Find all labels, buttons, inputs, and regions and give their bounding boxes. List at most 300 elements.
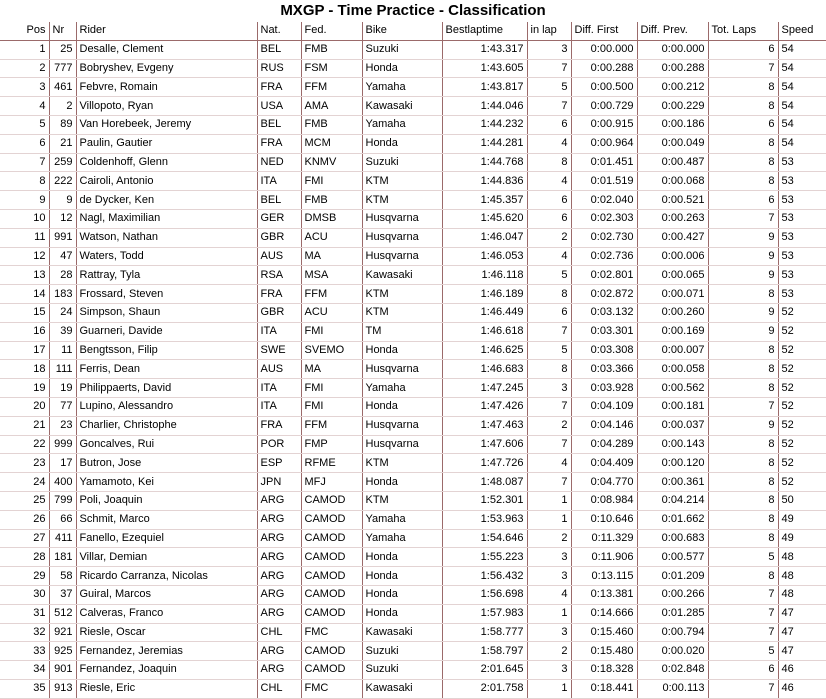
- cell-nat: RUS: [257, 59, 301, 78]
- cell-rider: Calveras, Franco: [76, 604, 257, 623]
- cell-speed: 48: [778, 585, 826, 604]
- cell-speed: 49: [778, 529, 826, 548]
- cell-speed: 48: [778, 567, 826, 586]
- cell-diff-first: 0:13.381: [571, 585, 637, 604]
- cell-bestlaptime: 1:53.963: [442, 510, 527, 529]
- cell-in-lap: 3: [527, 379, 571, 398]
- cell-pos: 30: [0, 585, 49, 604]
- cell-fed: CAMOD: [301, 661, 362, 680]
- table-row: [0, 360, 826, 379]
- cell-rider: Fernandez, Jeremias: [76, 642, 257, 661]
- cell-rider: Riesle, Oscar: [76, 623, 257, 642]
- cell-diff-first: 0:00.964: [571, 134, 637, 153]
- cell-in-lap: 2: [527, 228, 571, 247]
- cell-bike: Yamaha: [362, 115, 442, 134]
- cell-diff-first: 0:14.666: [571, 604, 637, 623]
- cell-speed: 54: [778, 40, 826, 59]
- cell-nr: 991: [49, 228, 76, 247]
- cell-tot-laps: 8: [708, 172, 778, 191]
- cell-tot-laps: 7: [708, 397, 778, 416]
- cell-pos: 31: [0, 604, 49, 623]
- cell-nat: AUS: [257, 360, 301, 379]
- cell-diff-prev: 0:00.361: [637, 473, 708, 492]
- cell-nr: 512: [49, 604, 76, 623]
- cell-diff-prev: 0:00.186: [637, 115, 708, 134]
- cell-diff-prev: 0:00.212: [637, 78, 708, 97]
- cell-nat: ARG: [257, 491, 301, 510]
- cell-in-lap: 4: [527, 454, 571, 473]
- cell-bike: Husqvarna: [362, 209, 442, 228]
- cell-diff-first: 0:00.288: [571, 59, 637, 78]
- cell-nr: 259: [49, 153, 76, 172]
- cell-diff-prev: 0:00.683: [637, 529, 708, 548]
- cell-fed: DMSB: [301, 209, 362, 228]
- column-header-in-lap: in lap: [527, 22, 571, 40]
- cell-bike: Kawasaki: [362, 623, 442, 642]
- cell-diff-prev: 0:01.209: [637, 567, 708, 586]
- cell-speed: 47: [778, 623, 826, 642]
- cell-bike: KTM: [362, 172, 442, 191]
- cell-bike: Yamaha: [362, 510, 442, 529]
- cell-in-lap: 8: [527, 153, 571, 172]
- cell-fed: AMA: [301, 97, 362, 116]
- cell-diff-first: 0:02.801: [571, 266, 637, 285]
- cell-diff-first: 0:00.915: [571, 115, 637, 134]
- cell-rider: Watson, Nathan: [76, 228, 257, 247]
- cell-fed: FMP: [301, 435, 362, 454]
- cell-diff-first: 0:00.500: [571, 78, 637, 97]
- cell-bike: Honda: [362, 341, 442, 360]
- cell-fed: CAMOD: [301, 567, 362, 586]
- table-row: [0, 209, 826, 228]
- cell-bike: Honda: [362, 585, 442, 604]
- cell-bestlaptime: 1:45.620: [442, 209, 527, 228]
- cell-tot-laps: 8: [708, 341, 778, 360]
- cell-bestlaptime: 1:44.046: [442, 97, 527, 116]
- cell-nat: BEL: [257, 115, 301, 134]
- cell-bike: Suzuki: [362, 661, 442, 680]
- cell-speed: 54: [778, 78, 826, 97]
- cell-diff-prev: 0:01.662: [637, 510, 708, 529]
- cell-in-lap: 2: [527, 642, 571, 661]
- cell-nat: ARG: [257, 661, 301, 680]
- cell-in-lap: 1: [527, 491, 571, 510]
- cell-rider: Ferris, Dean: [76, 360, 257, 379]
- cell-speed: 52: [778, 397, 826, 416]
- cell-speed: 49: [778, 510, 826, 529]
- cell-in-lap: 4: [527, 172, 571, 191]
- cell-rider: Fanello, Ezequiel: [76, 529, 257, 548]
- cell-rider: Schmit, Marco: [76, 510, 257, 529]
- cell-speed: 52: [778, 322, 826, 341]
- cell-pos: 22: [0, 435, 49, 454]
- cell-bike: KTM: [362, 285, 442, 304]
- cell-pos: 29: [0, 567, 49, 586]
- cell-pos: 16: [0, 322, 49, 341]
- cell-bike: Husqvarna: [362, 416, 442, 435]
- table-row: [0, 397, 826, 416]
- cell-bike: TM: [362, 322, 442, 341]
- cell-rider: Yamamoto, Kei: [76, 473, 257, 492]
- cell-bike: Suzuki: [362, 642, 442, 661]
- cell-diff-prev: 0:00.037: [637, 416, 708, 435]
- cell-fed: CAMOD: [301, 548, 362, 567]
- cell-rider: Fernandez, Joaquin: [76, 661, 257, 680]
- cell-rider: Philippaerts, David: [76, 379, 257, 398]
- cell-pos: 24: [0, 473, 49, 492]
- cell-pos: 33: [0, 642, 49, 661]
- cell-speed: 53: [778, 209, 826, 228]
- cell-in-lap: 4: [527, 585, 571, 604]
- cell-tot-laps: 7: [708, 59, 778, 78]
- cell-tot-laps: 8: [708, 153, 778, 172]
- cell-bestlaptime: 1:47.606: [442, 435, 527, 454]
- cell-bestlaptime: 1:58.777: [442, 623, 527, 642]
- cell-nat: AUS: [257, 247, 301, 266]
- cell-tot-laps: 8: [708, 510, 778, 529]
- cell-bike: KTM: [362, 454, 442, 473]
- cell-bike: KTM: [362, 303, 442, 322]
- cell-nr: 2: [49, 97, 76, 116]
- cell-in-lap: 3: [527, 567, 571, 586]
- cell-pos: 15: [0, 303, 49, 322]
- cell-nat: JPN: [257, 473, 301, 492]
- cell-nr: 901: [49, 661, 76, 680]
- cell-fed: ACU: [301, 303, 362, 322]
- cell-diff-prev: 0:00.000: [637, 40, 708, 59]
- table-row: [0, 435, 826, 454]
- cell-nat: ESP: [257, 454, 301, 473]
- cell-in-lap: 7: [527, 397, 571, 416]
- cell-pos: 5: [0, 115, 49, 134]
- cell-diff-prev: 0:00.229: [637, 97, 708, 116]
- table-row: [0, 642, 826, 661]
- cell-diff-prev: 0:00.006: [637, 247, 708, 266]
- cell-bike: Husqvarna: [362, 247, 442, 266]
- cell-tot-laps: 7: [708, 209, 778, 228]
- cell-nat: GER: [257, 209, 301, 228]
- cell-speed: 52: [778, 379, 826, 398]
- cell-rider: de Dycker, Ken: [76, 191, 257, 210]
- cell-speed: 53: [778, 153, 826, 172]
- cell-rider: Charlier, Christophe: [76, 416, 257, 435]
- cell-diff-first: 0:04.109: [571, 397, 637, 416]
- cell-fed: FMI: [301, 172, 362, 191]
- cell-in-lap: 7: [527, 97, 571, 116]
- cell-tot-laps: 9: [708, 303, 778, 322]
- cell-pos: 28: [0, 548, 49, 567]
- cell-pos: 10: [0, 209, 49, 228]
- cell-speed: 54: [778, 115, 826, 134]
- cell-tot-laps: 8: [708, 78, 778, 97]
- table-row: [0, 473, 826, 492]
- table-row: [0, 322, 826, 341]
- cell-tot-laps: 5: [708, 548, 778, 567]
- cell-rider: Simpson, Shaun: [76, 303, 257, 322]
- cell-nr: 58: [49, 567, 76, 586]
- cell-tot-laps: 9: [708, 266, 778, 285]
- cell-nat: SWE: [257, 341, 301, 360]
- table-row: [0, 567, 826, 586]
- cell-nr: 23: [49, 416, 76, 435]
- cell-rider: Frossard, Steven: [76, 285, 257, 304]
- cell-in-lap: 3: [527, 548, 571, 567]
- cell-nr: 11: [49, 341, 76, 360]
- cell-speed: 53: [778, 228, 826, 247]
- table-row: [0, 134, 826, 153]
- cell-nr: 28: [49, 266, 76, 285]
- cell-bestlaptime: 1:45.357: [442, 191, 527, 210]
- cell-nr: 999: [49, 435, 76, 454]
- column-header-speed: Speed: [778, 22, 826, 40]
- table-row: [0, 510, 826, 529]
- cell-tot-laps: 8: [708, 435, 778, 454]
- cell-bestlaptime: 1:48.087: [442, 473, 527, 492]
- cell-pos: 35: [0, 679, 49, 698]
- cell-nr: 19: [49, 379, 76, 398]
- cell-rider: Riesle, Eric: [76, 679, 257, 698]
- cell-fed: RFME: [301, 454, 362, 473]
- cell-bike: Honda: [362, 548, 442, 567]
- cell-diff-prev: 0:01.285: [637, 604, 708, 623]
- cell-diff-first: 0:18.328: [571, 661, 637, 680]
- table-row: [0, 548, 826, 567]
- cell-diff-prev: 0:00.113: [637, 679, 708, 698]
- cell-fed: MCM: [301, 134, 362, 153]
- cell-speed: 53: [778, 247, 826, 266]
- cell-rider: Butron, Jose: [76, 454, 257, 473]
- cell-diff-first: 0:08.984: [571, 491, 637, 510]
- cell-nat: ITA: [257, 397, 301, 416]
- cell-bike: Yamaha: [362, 379, 442, 398]
- cell-fed: FMB: [301, 115, 362, 134]
- cell-bike: Yamaha: [362, 78, 442, 97]
- cell-pos: 6: [0, 134, 49, 153]
- cell-nat: NED: [257, 153, 301, 172]
- cell-pos: 9: [0, 191, 49, 210]
- cell-fed: FMB: [301, 191, 362, 210]
- cell-diff-first: 0:11.329: [571, 529, 637, 548]
- cell-diff-first: 0:18.441: [571, 679, 637, 698]
- cell-diff-first: 0:03.308: [571, 341, 637, 360]
- cell-speed: 50: [778, 491, 826, 510]
- cell-diff-first: 0:00.000: [571, 40, 637, 59]
- cell-bestlaptime: 1:54.646: [442, 529, 527, 548]
- cell-nat: BEL: [257, 40, 301, 59]
- cell-diff-prev: 0:00.058: [637, 360, 708, 379]
- cell-diff-prev: 0:00.049: [637, 134, 708, 153]
- cell-tot-laps: 7: [708, 623, 778, 642]
- cell-nat: FRA: [257, 134, 301, 153]
- table-row: [0, 379, 826, 398]
- cell-nr: 461: [49, 78, 76, 97]
- column-header-nat: Nat.: [257, 22, 301, 40]
- cell-bike: Husqvarna: [362, 435, 442, 454]
- cell-tot-laps: 9: [708, 322, 778, 341]
- cell-bike: Husqvarna: [362, 228, 442, 247]
- cell-in-lap: 6: [527, 209, 571, 228]
- cell-pos: 8: [0, 172, 49, 191]
- cell-fed: FMC: [301, 623, 362, 642]
- cell-diff-prev: 0:00.120: [637, 454, 708, 473]
- cell-diff-first: 0:03.928: [571, 379, 637, 398]
- cell-fed: FSM: [301, 59, 362, 78]
- cell-nat: USA: [257, 97, 301, 116]
- cell-rider: Poli, Joaquin: [76, 491, 257, 510]
- cell-bestlaptime: 1:47.726: [442, 454, 527, 473]
- cell-bike: Honda: [362, 59, 442, 78]
- column-header-tot-laps: Tot. Laps: [708, 22, 778, 40]
- cell-nr: 183: [49, 285, 76, 304]
- cell-nr: 111: [49, 360, 76, 379]
- cell-in-lap: 6: [527, 303, 571, 322]
- cell-rider: Bobryshev, Evgeny: [76, 59, 257, 78]
- cell-bestlaptime: 1:46.625: [442, 341, 527, 360]
- cell-bestlaptime: 2:01.758: [442, 679, 527, 698]
- cell-diff-first: 0:02.872: [571, 285, 637, 304]
- cell-bike: Husqvarna: [362, 360, 442, 379]
- cell-pos: 14: [0, 285, 49, 304]
- cell-rider: Coldenhoff, Glenn: [76, 153, 257, 172]
- table-row: [0, 604, 826, 623]
- table-row: [0, 40, 826, 59]
- cell-diff-first: 0:04.146: [571, 416, 637, 435]
- cell-tot-laps: 8: [708, 134, 778, 153]
- cell-nat: ARG: [257, 642, 301, 661]
- table-row: [0, 529, 826, 548]
- cell-fed: CAMOD: [301, 491, 362, 510]
- cell-tot-laps: 9: [708, 247, 778, 266]
- cell-in-lap: 1: [527, 679, 571, 698]
- cell-nat: RSA: [257, 266, 301, 285]
- cell-bestlaptime: 1:52.301: [442, 491, 527, 510]
- table-row: [0, 228, 826, 247]
- cell-diff-first: 0:01.519: [571, 172, 637, 191]
- cell-fed: CAMOD: [301, 642, 362, 661]
- cell-tot-laps: 8: [708, 379, 778, 398]
- cell-pos: 23: [0, 454, 49, 473]
- cell-diff-first: 0:02.736: [571, 247, 637, 266]
- table-row: [0, 247, 826, 266]
- cell-speed: 52: [778, 435, 826, 454]
- cell-in-lap: 5: [527, 78, 571, 97]
- cell-nr: 799: [49, 491, 76, 510]
- cell-bestlaptime: 1:56.698: [442, 585, 527, 604]
- cell-speed: 52: [778, 360, 826, 379]
- cell-in-lap: 3: [527, 661, 571, 680]
- cell-rider: Paulin, Gautier: [76, 134, 257, 153]
- cell-diff-prev: 0:00.521: [637, 191, 708, 210]
- cell-rider: Villopoto, Ryan: [76, 97, 257, 116]
- cell-bike: Yamaha: [362, 529, 442, 548]
- cell-tot-laps: 8: [708, 360, 778, 379]
- cell-nat: CHL: [257, 623, 301, 642]
- cell-tot-laps: 8: [708, 285, 778, 304]
- cell-nr: 9: [49, 191, 76, 210]
- cell-nr: 181: [49, 548, 76, 567]
- cell-nr: 39: [49, 322, 76, 341]
- table-row: [0, 454, 826, 473]
- table-row: [0, 491, 826, 510]
- cell-speed: 46: [778, 661, 826, 680]
- cell-nr: 222: [49, 172, 76, 191]
- cell-nat: ARG: [257, 585, 301, 604]
- cell-rider: Van Horebeek, Jeremy: [76, 115, 257, 134]
- cell-rider: Goncalves, Rui: [76, 435, 257, 454]
- cell-nr: 77: [49, 397, 76, 416]
- cell-nr: 37: [49, 585, 76, 604]
- table-row: [0, 623, 826, 642]
- cell-in-lap: 6: [527, 191, 571, 210]
- cell-bestlaptime: 1:58.797: [442, 642, 527, 661]
- cell-rider: Desalle, Clement: [76, 40, 257, 59]
- cell-nat: GBR: [257, 228, 301, 247]
- cell-nr: 913: [49, 679, 76, 698]
- cell-tot-laps: 8: [708, 473, 778, 492]
- column-header-rider: Rider: [76, 22, 257, 40]
- cell-pos: 12: [0, 247, 49, 266]
- cell-diff-first: 0:02.303: [571, 209, 637, 228]
- cell-pos: 20: [0, 397, 49, 416]
- cell-diff-first: 0:04.770: [571, 473, 637, 492]
- cell-bestlaptime: 1:46.053: [442, 247, 527, 266]
- table-row: [0, 191, 826, 210]
- cell-nr: 89: [49, 115, 76, 134]
- cell-nat: ARG: [257, 604, 301, 623]
- cell-rider: Febvre, Romain: [76, 78, 257, 97]
- cell-bestlaptime: 1:46.449: [442, 303, 527, 322]
- cell-fed: CAMOD: [301, 510, 362, 529]
- cell-bike: Kawasaki: [362, 266, 442, 285]
- cell-rider: Villar, Demian: [76, 548, 257, 567]
- cell-in-lap: 3: [527, 40, 571, 59]
- cell-diff-first: 0:02.730: [571, 228, 637, 247]
- cell-nat: ITA: [257, 172, 301, 191]
- cell-rider: Cairoli, Antonio: [76, 172, 257, 191]
- cell-diff-first: 0:13.115: [571, 567, 637, 586]
- table-row: [0, 172, 826, 191]
- cell-diff-prev: 0:00.487: [637, 153, 708, 172]
- cell-bestlaptime: 1:46.118: [442, 266, 527, 285]
- cell-in-lap: 2: [527, 529, 571, 548]
- cell-in-lap: 4: [527, 134, 571, 153]
- cell-speed: 52: [778, 454, 826, 473]
- cell-diff-prev: 0:00.427: [637, 228, 708, 247]
- cell-tot-laps: 9: [708, 228, 778, 247]
- cell-diff-prev: 0:04.214: [637, 491, 708, 510]
- cell-bike: Kawasaki: [362, 97, 442, 116]
- cell-pos: 26: [0, 510, 49, 529]
- cell-fed: MSA: [301, 266, 362, 285]
- cell-diff-prev: 0:00.260: [637, 303, 708, 322]
- cell-in-lap: 7: [527, 473, 571, 492]
- cell-bestlaptime: 2:01.645: [442, 661, 527, 680]
- column-header-bike: Bike: [362, 22, 442, 40]
- cell-tot-laps: 9: [708, 416, 778, 435]
- cell-diff-prev: 0:00.068: [637, 172, 708, 191]
- cell-diff-prev: 0:00.065: [637, 266, 708, 285]
- cell-bestlaptime: 1:44.281: [442, 134, 527, 153]
- cell-fed: ACU: [301, 228, 362, 247]
- cell-speed: 54: [778, 134, 826, 153]
- cell-speed: 46: [778, 679, 826, 698]
- cell-bestlaptime: 1:46.047: [442, 228, 527, 247]
- cell-tot-laps: 8: [708, 529, 778, 548]
- cell-in-lap: 7: [527, 59, 571, 78]
- cell-fed: CAMOD: [301, 604, 362, 623]
- cell-diff-first: 0:11.906: [571, 548, 637, 567]
- cell-nat: ITA: [257, 322, 301, 341]
